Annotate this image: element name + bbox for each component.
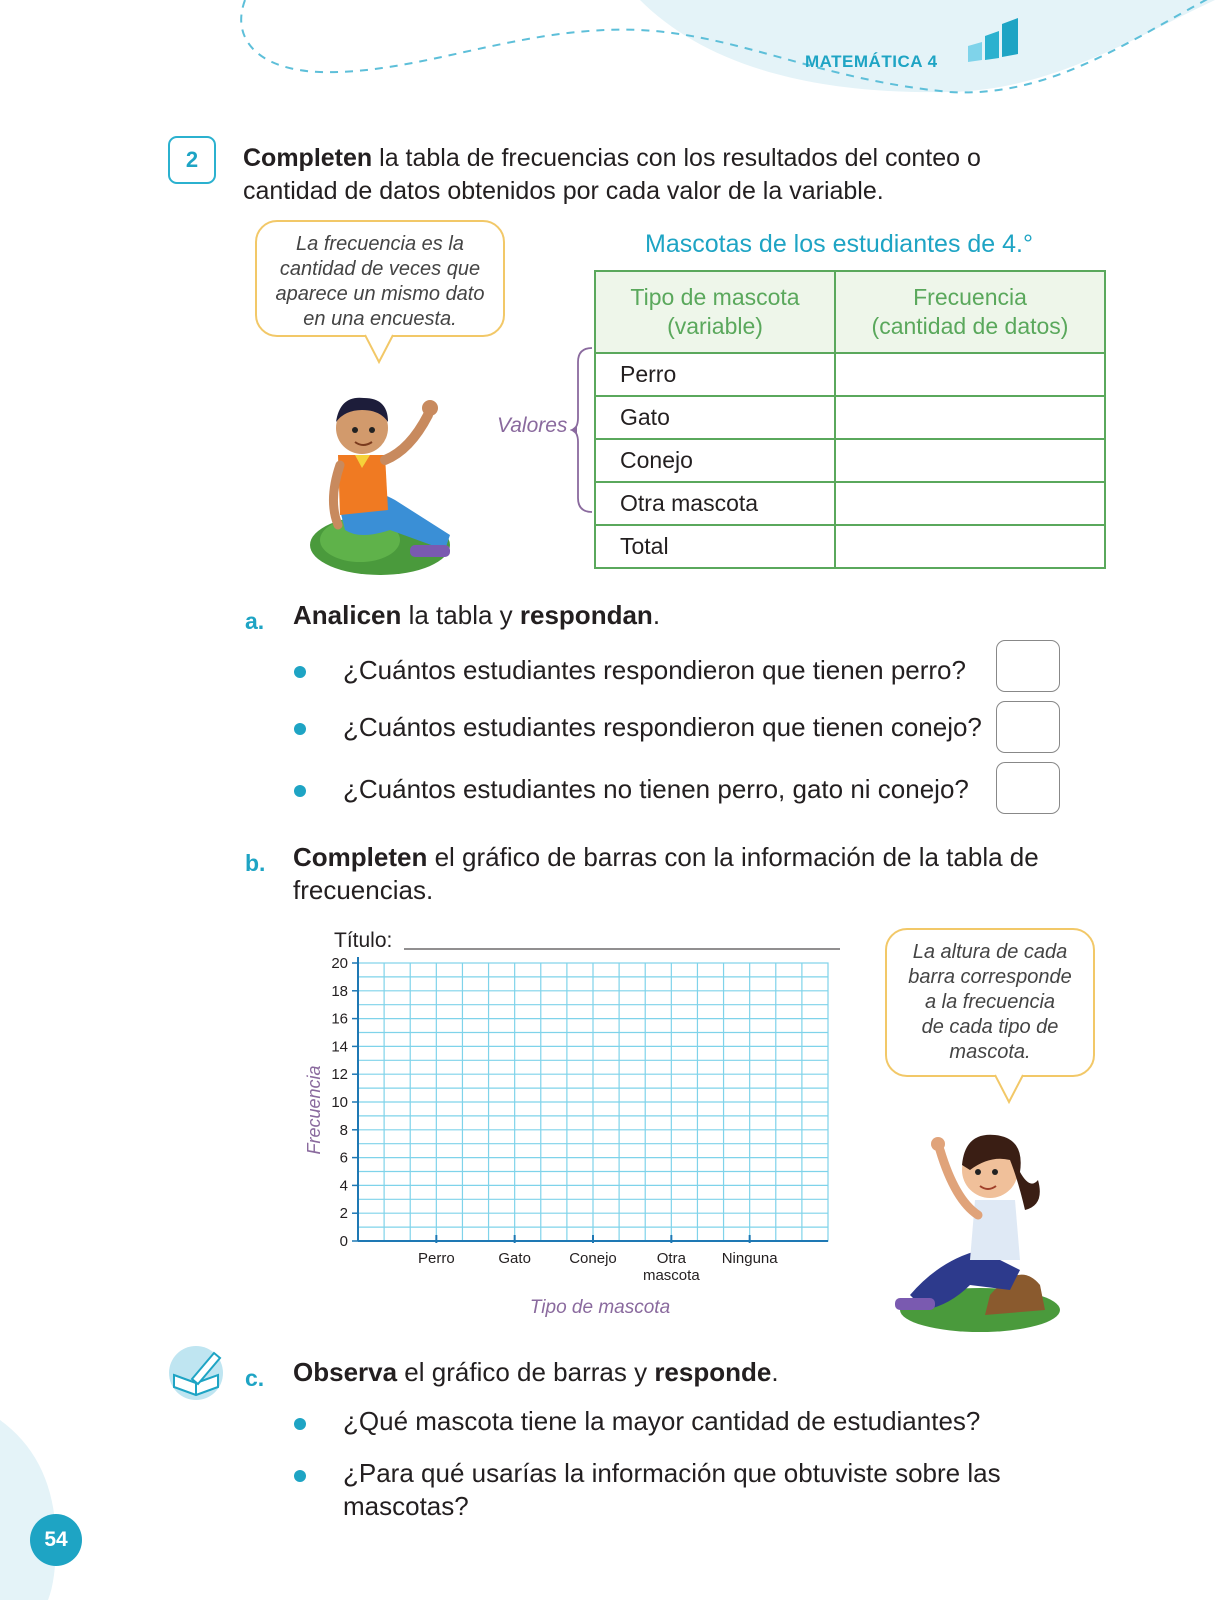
footer-decoration <box>0 1420 70 1600</box>
part-b-rest: el gráfico de barras con la información de la tabla de <box>427 842 1039 872</box>
x-tick-label: Conejo <box>569 1250 617 1267</box>
instruction-text: la tabla de frecuencias con los resultados del conteo o cantidad de datos obtenidos por cada valor de la variable. <box>243 144 981 205</box>
header-line: (cantidad de datos) <box>871 313 1069 339</box>
chart-y-label: Frecuencia <box>304 1065 324 1155</box>
header-line: Tipo de mascota <box>630 284 800 310</box>
bubble-line: a la frecuencia <box>924 991 1056 1013</box>
part-b-letter: b. <box>245 850 266 876</box>
y-tick-label: 20 <box>331 955 348 972</box>
valores-label: Valores <box>497 414 568 437</box>
bar-chart-icon <box>968 16 1026 64</box>
part-b-instruction <box>293 841 1093 907</box>
chart-y-ticks <box>331 955 358 1250</box>
part-a-instruction <box>293 599 660 632</box>
table-cell-value: Perro <box>595 353 835 396</box>
chart-x-ticks <box>418 1235 778 1284</box>
table-title: Mascotas de los estudiantes de 4.° <box>645 230 1034 258</box>
y-tick-label: 12 <box>331 1066 348 1084</box>
y-tick-label: 18 <box>331 982 348 1000</box>
notebook-pencil-icon <box>166 1343 228 1401</box>
page-number: 54 <box>30 1514 82 1566</box>
bullet-icon <box>294 1470 306 1482</box>
table-header-variable <box>595 271 835 353</box>
speech-bubble-girl <box>885 928 1095 1077</box>
part-b-line1 <box>293 841 1093 874</box>
question-a2: ¿Cuántos estudiantes respondieron que tienen conejo? <box>343 712 982 742</box>
y-tick-label: 2 <box>339 1205 348 1223</box>
x-tick-label: Perro <box>417 1250 455 1267</box>
y-tick-label: 8 <box>339 1121 348 1139</box>
y-tick-label: 10 <box>331 1094 348 1111</box>
bubble-line: La altura de cada <box>912 941 1068 963</box>
y-tick-label: 4 <box>339 1177 348 1195</box>
exercise-number: 2 <box>168 136 216 184</box>
part-a-end: . <box>652 600 661 630</box>
question-c2-line1: ¿Para qué usarías la información que obtuviste sobre las <box>343 1458 1001 1488</box>
valores-brace <box>570 346 596 514</box>
instruction-verb: Completen <box>243 144 373 172</box>
question-a3: ¿Cuántos estudiantes no tienen perro, gato ni conejo? <box>343 774 969 804</box>
header-line: (variable) <box>667 313 763 339</box>
y-tick-label: 6 <box>339 1149 348 1167</box>
answer-box-otros[interactable] <box>996 762 1060 814</box>
bar-chart <box>290 925 850 1325</box>
table-row <box>595 482 1105 525</box>
y-tick-label: 0 <box>339 1233 348 1250</box>
question-a1: ¿Cuántos estudiantes respondieron que tienen perro? <box>343 655 966 685</box>
frequency-table <box>594 270 1106 569</box>
speech-bubble-boy <box>255 220 505 337</box>
bubble-line: mascota. <box>949 1041 1031 1063</box>
frequency-input-cell[interactable] <box>835 439 1105 482</box>
table-cell-value: Conejo <box>595 439 835 482</box>
part-b-line2: frecuencias. <box>293 875 434 905</box>
part-c-letter: c. <box>245 1365 265 1391</box>
table-cell-value: Total <box>595 525 835 568</box>
girl-illustration <box>870 1110 1070 1340</box>
part-c-end: . <box>771 1357 779 1387</box>
table-row <box>595 353 1105 396</box>
header-line: Frecuencia <box>913 284 1027 310</box>
bullet-icon <box>294 666 306 678</box>
bubble-line: La frecuencia es la <box>296 233 464 255</box>
chart-title-label: Título: <box>334 929 393 952</box>
bullet-icon <box>294 1418 306 1430</box>
part-a-mid: la tabla y <box>401 600 520 630</box>
bullet-icon <box>294 785 306 797</box>
header-decoration <box>0 0 1215 110</box>
part-a-verb2: respondan <box>519 600 653 630</box>
table-row <box>595 396 1105 439</box>
bubble-line: en una encuesta. <box>303 308 457 330</box>
table-cell-value: Otra mascota <box>595 482 835 525</box>
answer-box-conejo[interactable] <box>996 701 1060 753</box>
x-tick-label: Gato <box>498 1250 531 1267</box>
bullet-icon <box>294 723 306 735</box>
bubble-line: barra corresponde <box>908 966 1072 988</box>
answer-box-perro[interactable] <box>996 640 1060 692</box>
bubble-line: aparece un mismo dato <box>275 283 485 305</box>
question-c2 <box>343 1457 1063 1523</box>
table-row <box>595 439 1105 482</box>
y-tick-label: 14 <box>331 1038 348 1056</box>
bubble-tail-girl <box>995 1074 1025 1104</box>
exercise-instruction <box>243 142 1063 208</box>
bubble-line: cantidad de veces que <box>279 258 481 280</box>
frequency-input-cell[interactable] <box>835 396 1105 439</box>
table-cell-value: Gato <box>595 396 835 439</box>
boy-illustration <box>300 360 480 580</box>
table-header-row <box>595 271 1105 353</box>
bubble-line: de cada tipo de <box>921 1016 1059 1038</box>
y-tick-label: 16 <box>331 1010 348 1028</box>
chart-grid <box>358 963 828 1241</box>
table-header-frequency <box>835 271 1105 353</box>
question-c2-line2: mascotas? <box>343 1491 469 1521</box>
x-tick-label: Ninguna <box>721 1250 778 1267</box>
frequency-input-cell[interactable] <box>835 525 1105 568</box>
part-a-verb1: Analicen <box>293 600 402 630</box>
part-c-mid: el gráfico de barras y <box>397 1357 655 1387</box>
part-a-letter: a. <box>245 608 265 634</box>
part-c-verb1: Observa <box>293 1357 398 1387</box>
chart-x-label: Tipo de mascota <box>529 1297 671 1318</box>
part-c-verb2: responde <box>654 1357 772 1387</box>
question-c1: ¿Qué mascota tiene la mayor cantidad de estudiantes? <box>343 1406 981 1436</box>
table-row <box>595 525 1105 568</box>
part-b-verb: Completen <box>293 842 428 872</box>
frequency-input-cell[interactable] <box>835 482 1105 525</box>
header-label: MATEMÁTICA 4 <box>805 52 938 71</box>
x-tick-label: Otra mascota <box>642 1250 700 1284</box>
part-c-instruction <box>293 1356 779 1389</box>
frequency-input-cell[interactable] <box>835 353 1105 396</box>
